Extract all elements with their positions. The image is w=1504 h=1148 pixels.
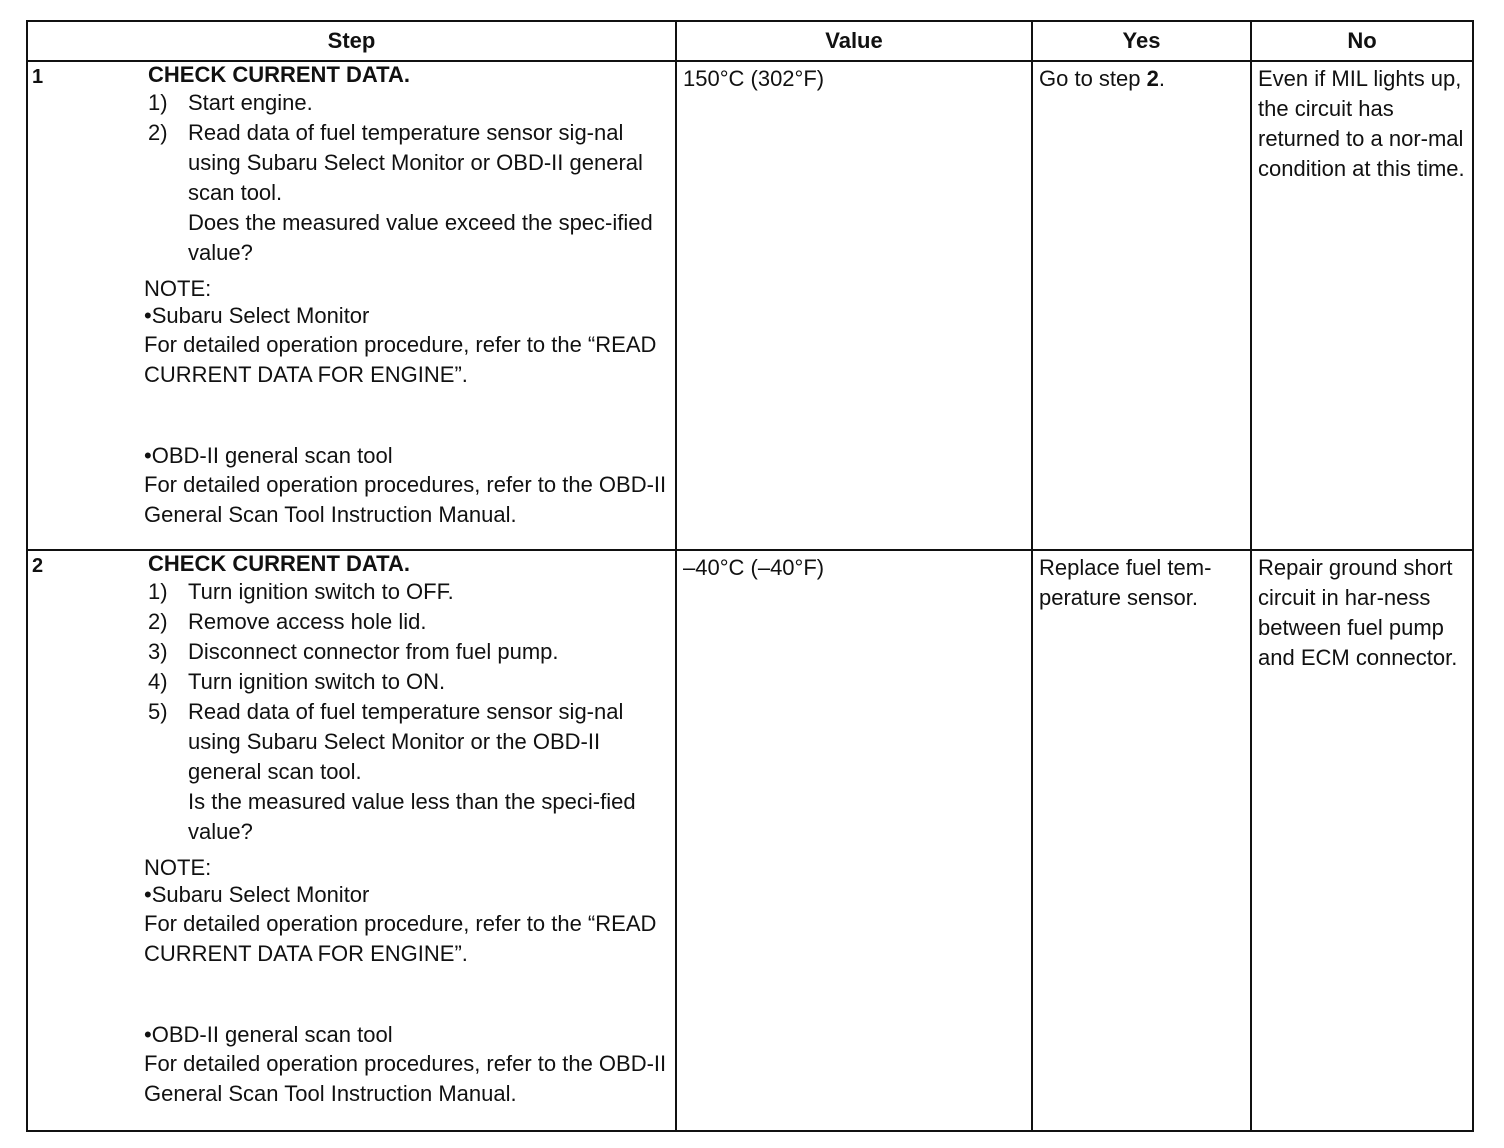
item-text: Disconnect connector from fuel pump. [188, 638, 559, 664]
step-heading: CHECK CURRENT DATA. [148, 62, 410, 87]
header-step: Step [27, 21, 676, 61]
table-header-row [27, 21, 1473, 61]
note-label: NOTE: [144, 276, 212, 301]
item-text: Read data of fuel temperature sensor sig-nal using Subaru Select Monitor or the OBD-II general scan tool. [188, 698, 624, 784]
no-text: Even if MIL lights up, the circuit has returned to a nor-mal condition at this time. [1258, 66, 1465, 181]
step-question: Is the measured value less than the speci-fied value? [188, 788, 636, 844]
item-text: Turn ignition switch to ON. [188, 668, 446, 694]
yes-prefix: Go to step [1039, 66, 1147, 91]
table-row [27, 61, 1473, 550]
list-item [148, 607, 671, 637]
value-cell [676, 550, 1032, 1131]
note-label: NOTE: [144, 854, 212, 880]
yes-step-ref: 2 [1146, 66, 1159, 91]
note-ref-ssm: For detailed operation procedure, refer to the “READ CURRENT DATA FOR ENGINE”. [144, 910, 657, 966]
yes-cell [1032, 61, 1251, 550]
no-text: Repair ground short circuit in har-ness between fuel pump and ECM connector. [1258, 554, 1458, 670]
header-no: No [1251, 21, 1473, 61]
step-cell [27, 61, 676, 550]
yes-suffix: . [1158, 66, 1165, 91]
item-number: 2) [148, 120, 168, 145]
yes-text [1033, 62, 1250, 94]
item-number: 4) [148, 668, 168, 694]
step-body [144, 550, 671, 1109]
header-yes: Yes [1032, 21, 1251, 61]
spacer [144, 390, 671, 442]
list-item [148, 637, 671, 667]
item-text: Read data of fuel temperature sensor sig-nal using Subaru Select Monitor or OBD-II general scan tool. [188, 120, 643, 205]
yes-text: Replace fuel tem-perature sensor. [1039, 554, 1212, 610]
note-block [144, 855, 671, 1109]
note-bullet-obd: •OBD-II general scan tool [144, 1021, 393, 1047]
step-question: Does the measured value exceed the spec-ified value? [188, 210, 653, 265]
note-ref-obd: For detailed operation procedures, refer to the OBD-II General Scan Tool Instruction Manual. [144, 472, 667, 527]
item-number: 3) [148, 638, 168, 664]
item-number: 2) [148, 608, 168, 634]
step-number: 1 [32, 66, 44, 88]
step-number: 2 [32, 554, 44, 577]
step-body [144, 62, 671, 530]
note-bullet-obd: •OBD-II general scan tool [144, 443, 393, 468]
list-item [148, 118, 671, 208]
note-ref-ssm: For detailed operation procedure, refer to the “READ CURRENT DATA FOR ENGINE”. [144, 332, 657, 387]
note-ref-obd: For detailed operation procedures, refer to the OBD-II General Scan Tool Instruction Manual. [144, 1050, 667, 1106]
item-text: Remove access hole lid. [188, 608, 427, 634]
note-bullet-ssm: •Subaru Select Monitor [144, 303, 370, 328]
item-text: Start engine. [188, 90, 313, 115]
step-cell [27, 550, 676, 1131]
no-cell [1251, 550, 1473, 1131]
value-cell [676, 61, 1032, 550]
spacer [144, 969, 671, 1021]
item-number: 5) [148, 698, 168, 724]
item-number: 1) [148, 578, 168, 604]
list-item [148, 667, 671, 697]
note-bullet-ssm: •Subaru Select Monitor [144, 881, 370, 907]
list-item [148, 88, 671, 118]
list-item [148, 697, 671, 787]
no-cell [1251, 61, 1473, 550]
list-item [148, 577, 671, 607]
note-block [144, 276, 671, 530]
table-row [27, 550, 1473, 1131]
step-heading: CHECK CURRENT DATA. [148, 550, 410, 576]
yes-cell [1032, 550, 1251, 1131]
value-text: 150°C (302°F) [683, 66, 825, 91]
diagnostic-document [26, 20, 1472, 1132]
value-text: –40°C (–40°F) [683, 554, 825, 580]
item-number: 1) [148, 90, 168, 115]
diagnostic-steps-table [26, 20, 1474, 1132]
item-text: Turn ignition switch to OFF. [188, 578, 454, 604]
header-value: Value [676, 21, 1032, 61]
